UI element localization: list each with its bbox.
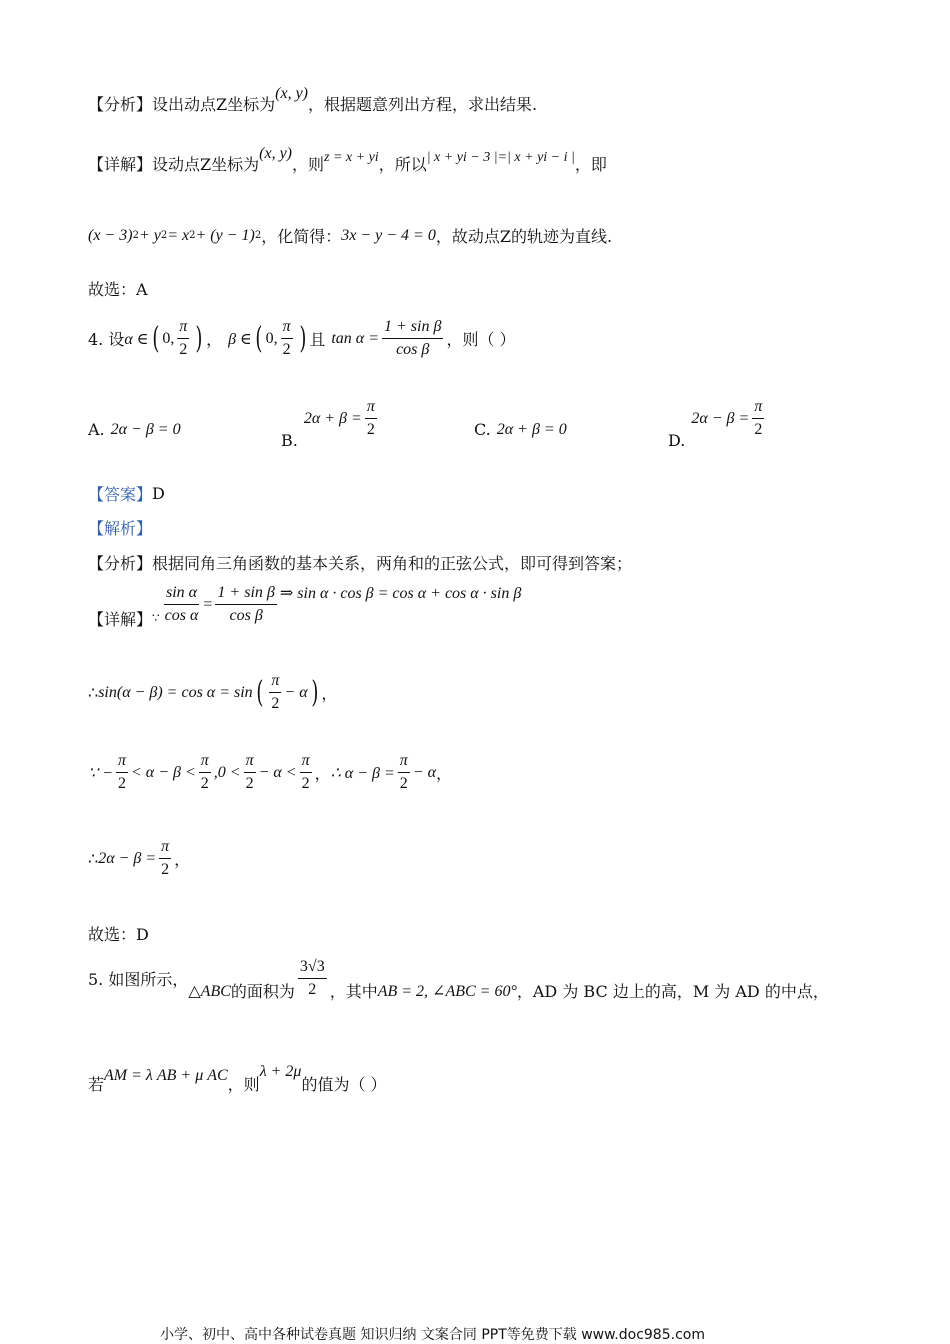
q4-detail-line4: ∴ 2α − β = $\frac{\pi}{2}$ ，	[88, 838, 191, 878]
detail-text: ，所以	[378, 155, 427, 174]
q4-detail-line3: ∵ − $\frac{\pi}{2}$ < α − β < $\frac{\pi}{2}$ ,0 < $\frac{\pi}{2}$ − α < $\frac{\pi}{2}$ ， ∴ α − β = $\frac{\pi}{2}$ − α ，	[88, 752, 452, 792]
and: 且	[309, 330, 326, 349]
sep: ，	[206, 330, 223, 349]
pi-over-2: $\frac{\pi}{2}$	[179, 318, 188, 358]
modulus-eq: | x + yi − 3 |=| x + yi − i |	[426, 149, 575, 165]
analysis-rest: ，根据题意列出方程，求出结果.	[308, 95, 538, 114]
detail-text: 设动点Z坐标为	[152, 155, 260, 174]
answer-value: D	[152, 484, 165, 503]
tan-fraction: $\frac{\text{1 + sin β}}{\text{cos β}}$	[384, 318, 442, 358]
analysis-tag: 【分析】	[88, 95, 153, 114]
eq-rhs: = x	[167, 226, 190, 244]
z-expr: z = x + yi	[324, 149, 379, 165]
paren-left: (	[151, 320, 159, 356]
tan-alpha: tan α =	[331, 329, 379, 347]
superscript: 2	[254, 230, 262, 241]
stem-tail: ，则（ ）	[446, 330, 516, 349]
zero: 0,	[265, 329, 278, 347]
q3-detail-line	[88, 144, 607, 175]
option-a: A. 2α − β = 0	[88, 420, 181, 439]
option-b: B. 2α + β = $\frac{\pi}{2}$	[281, 398, 375, 450]
pi-over-2: $\frac{\pi}{2}$	[282, 318, 291, 358]
eq-lhs: (x − 3)	[88, 226, 133, 244]
stem-prefix: 4. 设	[88, 330, 125, 349]
superscript: 2	[189, 230, 196, 241]
q5-stem-line1: 5. 如图所示， △ABC 的面积为 $\frac{3√3}{2}$ ，其中 AB = 2, ∠ABC = 60° ，AD 为 BC 边上的高，M 为 AD 的中点，	[88, 958, 829, 1001]
detail-text: ，则	[292, 155, 325, 174]
q3-analysis-line	[88, 84, 538, 115]
eq-mid: + y	[138, 226, 161, 244]
option-c: C. 2α + β = 0	[474, 420, 567, 439]
q4-answer-line	[88, 482, 165, 505]
q4-stem	[88, 318, 516, 359]
q3-answer: 故选：A	[88, 280, 148, 299]
alpha-in: α ∈	[124, 330, 149, 348]
analysis-text: 设出动点Z坐标为	[152, 95, 276, 114]
q5-stem-line2: 若 AM = λ AB + μ AC ，则 λ + 2μ 的值为（ ）	[88, 1062, 387, 1094]
paren-right: )	[298, 320, 306, 356]
paren-right: )	[195, 320, 203, 356]
beta-in: β ∈	[228, 330, 252, 348]
q3-equation-line	[88, 224, 612, 247]
eq-rhs: + (y − 1)	[195, 226, 255, 244]
superscript: 2	[160, 230, 168, 241]
detail-text: ，即	[574, 155, 607, 174]
eq-tail: ，故动点Z的轨迹为直线.	[435, 227, 613, 246]
q4-jiexi: 【解析】	[88, 519, 153, 538]
coord: (x, y)	[275, 84, 308, 102]
coord: (x, y)	[259, 144, 292, 162]
option-d: D. 2α − β = $\frac{\pi}{2}$	[668, 398, 763, 450]
q4-final: 故选：D	[88, 925, 149, 944]
superscript: 2	[132, 230, 139, 241]
q4-detail-line2: ∴ sin(α − β) = cos α = sin ( $\frac{\pi}{2}$ − α ) ，	[88, 672, 338, 712]
line-equation: 3x − y − 4 = 0	[341, 226, 436, 244]
eq-text: ，化简得：	[261, 227, 342, 246]
q4-analysis-line: 【分析】 根据同角三角函数的基本关系，两角和的正弦公式，即可得到答案；	[88, 554, 633, 573]
answer-tag: 【答案】	[88, 485, 153, 504]
zero: 0,	[162, 329, 175, 347]
detail-tag: 【详解】	[88, 155, 153, 174]
paren-left: (	[255, 320, 263, 356]
footer-text: 小学、初中、高中各种试卷真题 知识归纳 文案合同 PPT等免费下载 www.doc985.com	[160, 1327, 705, 1343]
q4-detail-line1: 【详解】 ∵ $\frac{\text{sin α}}{\text{cos α}}$ = $\frac{\text{1 + sin β}}{\text{cos β}}$ ⇒ sin α · cos β = cos α + cos α · sin β	[88, 584, 522, 629]
